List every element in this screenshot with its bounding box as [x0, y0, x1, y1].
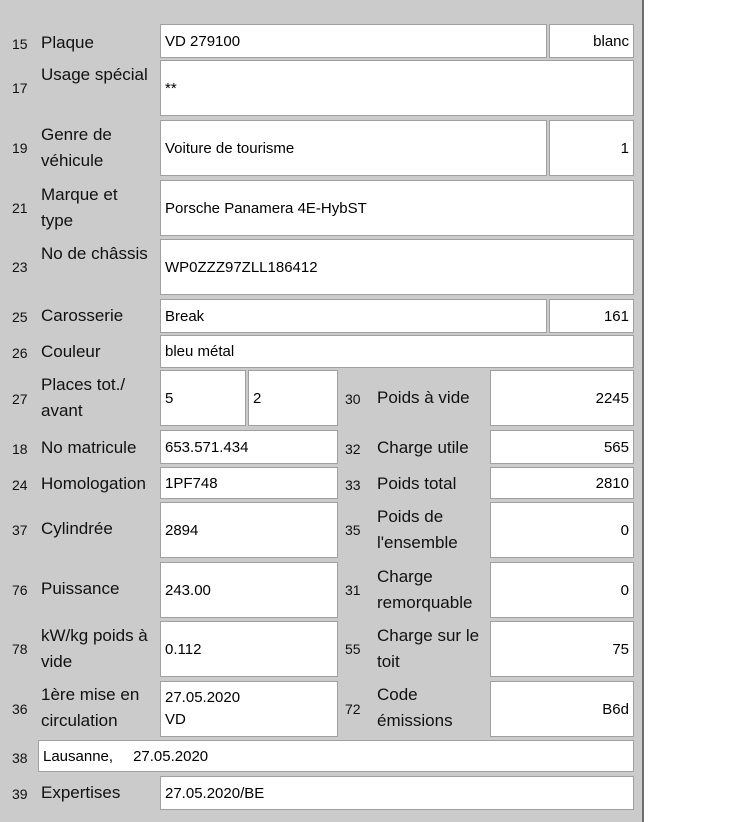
- label-puissance: Puissance: [41, 579, 120, 598]
- field-number-18: 18: [12, 441, 28, 457]
- label-poids-vide: Poids à vide: [377, 388, 470, 407]
- value-lieu-date-date: 27.05.2020: [133, 747, 209, 765]
- label-charge-toit: Charge sur le toit: [377, 626, 480, 671]
- label-usage-special: Usage spécial: [41, 65, 148, 84]
- value-marque: Porsche Panamera 4E-HybST: [160, 180, 634, 236]
- value-chassis: WP0ZZZ97ZLL186412: [160, 239, 634, 295]
- field-number-37: 37: [12, 522, 28, 538]
- value-matricule: 653.571.434: [160, 430, 338, 464]
- field-number-21: 21: [12, 200, 28, 216]
- value-plaque: VD 279100: [160, 24, 547, 58]
- value-cylindree: 2894: [160, 502, 338, 558]
- label-chassis: No de châssis: [41, 244, 148, 263]
- field-number-35: 35: [345, 522, 361, 538]
- field-number-55: 55: [345, 641, 361, 657]
- field-number-78: 78: [12, 641, 28, 657]
- field-number-17: 17: [12, 80, 28, 96]
- label-kw-kg: kW/kg poids à vide: [41, 626, 148, 671]
- field-number-72: 72: [345, 701, 361, 717]
- label-charge-remorquable: Charge remorquable: [377, 567, 473, 612]
- label-cylindree: Cylindrée: [41, 519, 113, 538]
- value-charge-utile: 565: [490, 430, 634, 464]
- field-number-19: 19: [12, 140, 28, 156]
- value-couleur: bleu métal: [160, 335, 634, 368]
- field-number-25: 25: [12, 309, 28, 325]
- label-plaque: Plaque: [41, 33, 94, 52]
- value-lieu: Lausanne,: [43, 747, 114, 765]
- value-puissance: 243.00: [160, 562, 338, 618]
- label-marque: Marque et type: [41, 185, 118, 230]
- page-background: [646, 0, 730, 822]
- field-number-23: 23: [12, 259, 28, 275]
- value-code-emissions: B6d: [490, 681, 634, 737]
- value-poids-vide: 2245: [490, 370, 634, 426]
- value-usage-special: **: [160, 60, 634, 116]
- label-homologation: Homologation: [41, 474, 146, 493]
- label-poids-ensemble: Poids de l'ensemble: [377, 507, 458, 552]
- field-number-27: 27: [12, 391, 28, 407]
- value-places-total: 5: [160, 370, 246, 426]
- label-expertises: Expertises: [41, 783, 121, 802]
- value-poids-total: 2810: [490, 467, 634, 499]
- value-premiere-mise-date: 27.05.2020: [165, 689, 241, 706]
- field-number-33: 33: [345, 477, 361, 493]
- field-number-15: 15: [12, 36, 28, 52]
- value-charge-toit: 75: [490, 621, 634, 677]
- label-charge-utile: Charge utile: [377, 438, 469, 457]
- value-carosserie-code: 161: [549, 299, 634, 333]
- value-lieu-date: [38, 740, 634, 772]
- value-places-front: 2: [248, 370, 338, 426]
- field-number-32: 32: [345, 441, 361, 457]
- field-number-31: 31: [345, 582, 361, 598]
- field-number-26: 26: [12, 345, 28, 361]
- value-genre: Voiture de tourisme: [160, 120, 547, 176]
- label-carosserie: Carosserie: [41, 306, 124, 325]
- field-number-76: 76: [12, 582, 28, 598]
- value-premiere-mise: [160, 681, 338, 737]
- label-code-emissions: Code émissions: [377, 685, 453, 730]
- value-genre-code: 1: [549, 120, 634, 176]
- value-expertises: 27.05.2020/BE: [160, 776, 634, 810]
- field-number-38: 38: [12, 750, 28, 766]
- value-poids-ensemble: 0: [490, 502, 634, 558]
- field-number-30: 30: [345, 391, 361, 407]
- value-premiere-mise-canton: VD: [165, 711, 186, 728]
- field-number-24: 24: [12, 477, 28, 493]
- label-couleur: Couleur: [41, 342, 101, 361]
- label-poids-total: Poids total: [377, 474, 457, 493]
- label-premiere-mise: 1ère mise en circulation: [41, 685, 140, 730]
- value-carosserie: Break: [160, 299, 547, 333]
- field-number-39: 39: [12, 786, 28, 802]
- value-homologation: 1PF748: [160, 467, 338, 499]
- label-genre: Genre de véhicule: [41, 125, 112, 170]
- value-charge-remorquable: 0: [490, 562, 634, 618]
- field-number-36: 36: [12, 701, 28, 717]
- value-plaque-color: blanc: [549, 24, 634, 58]
- label-matricule: No matricule: [41, 438, 137, 457]
- label-places: Places tot./ avant: [41, 375, 126, 420]
- value-kw-kg: 0.112: [160, 621, 338, 677]
